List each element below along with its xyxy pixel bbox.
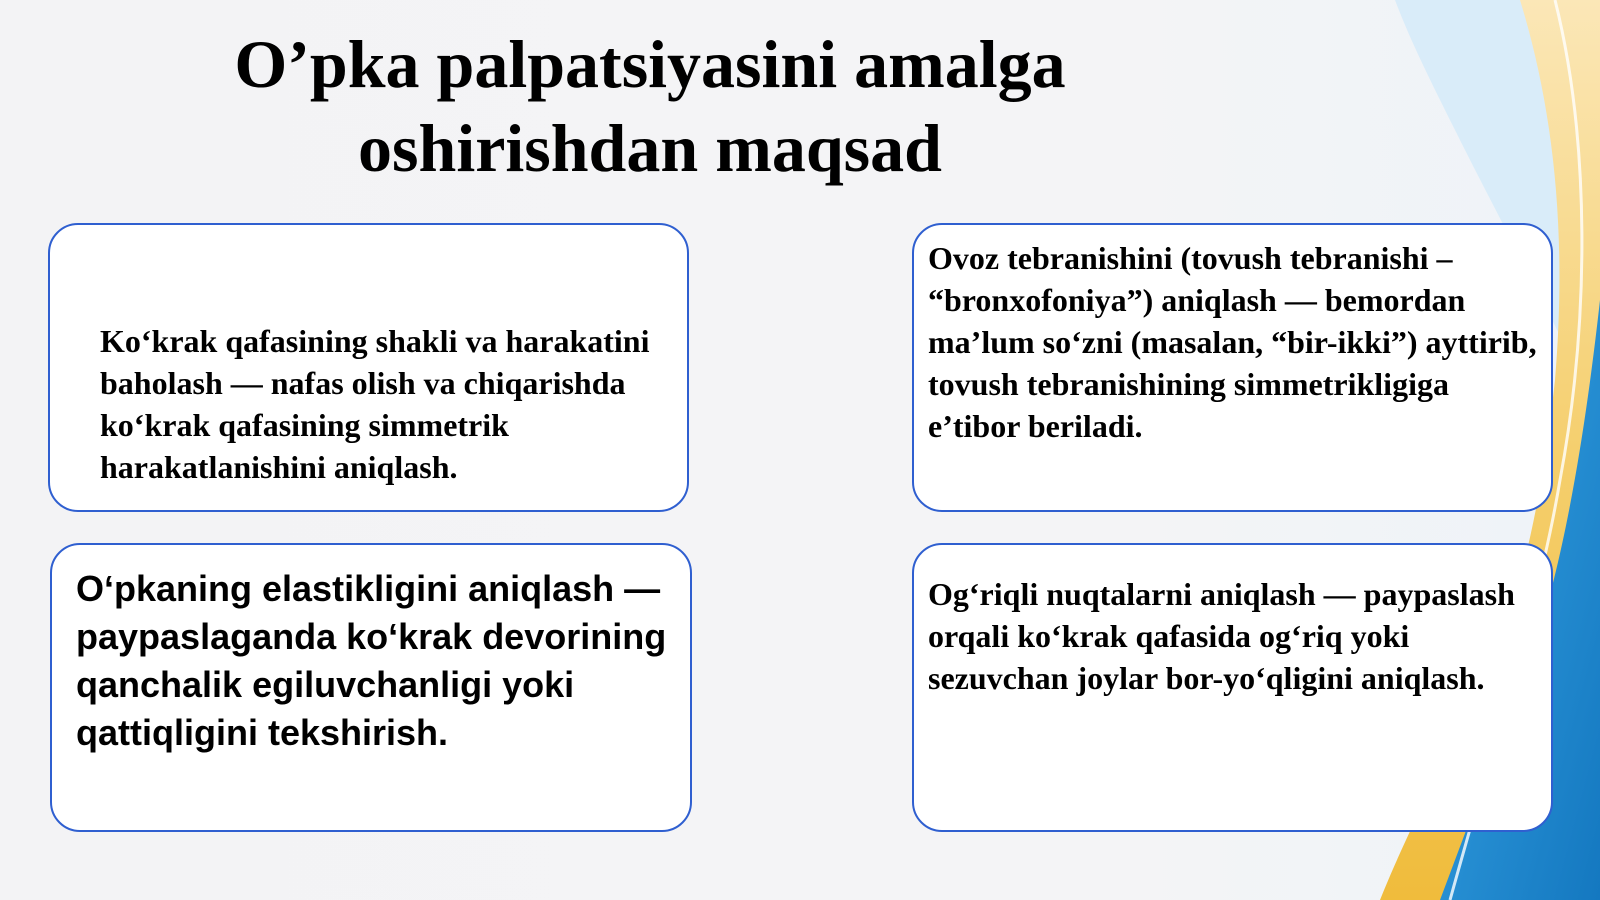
purpose-card-chest-shape: [48, 223, 689, 512]
purpose-card-lung-elasticity: [50, 543, 692, 832]
slide-title: O’pka palpatsiyasini amalga oshirishdan maqsad: [234, 26, 1066, 186]
card-text: Ovoz tebranishini (tovush tebranishi – “bronxofoniya”) aniqlash — bemordan ma’lum so‘zni (masalan, “bir-ikki”) ayttirib, tovush tebranishining simmetrikligiga e’tibor beriladi.: [928, 240, 1537, 444]
purpose-card-pain-points: [912, 543, 1553, 832]
purpose-card-voice-vibration: [912, 223, 1553, 512]
card-text: O‘pkaning elastikligini aniqlash — paypaslaganda ko‘krak devorining qanchalik egiluvchanligi yoki qattiqligini tekshirish.: [76, 568, 667, 753]
card-text: Og‘riqli nuqtalarni aniqlash — paypaslash orqali ko‘krak qafasida og‘riq yoki sezuvchan joylar bor-yo‘qligini aniqlash.: [928, 576, 1515, 696]
card-text: Ko‘krak qafasining shakli va harakatini baholash — nafas olish va chiqarishda ko‘krak qafasining simmetrik harakatlanishini aniqlash.: [100, 323, 650, 485]
